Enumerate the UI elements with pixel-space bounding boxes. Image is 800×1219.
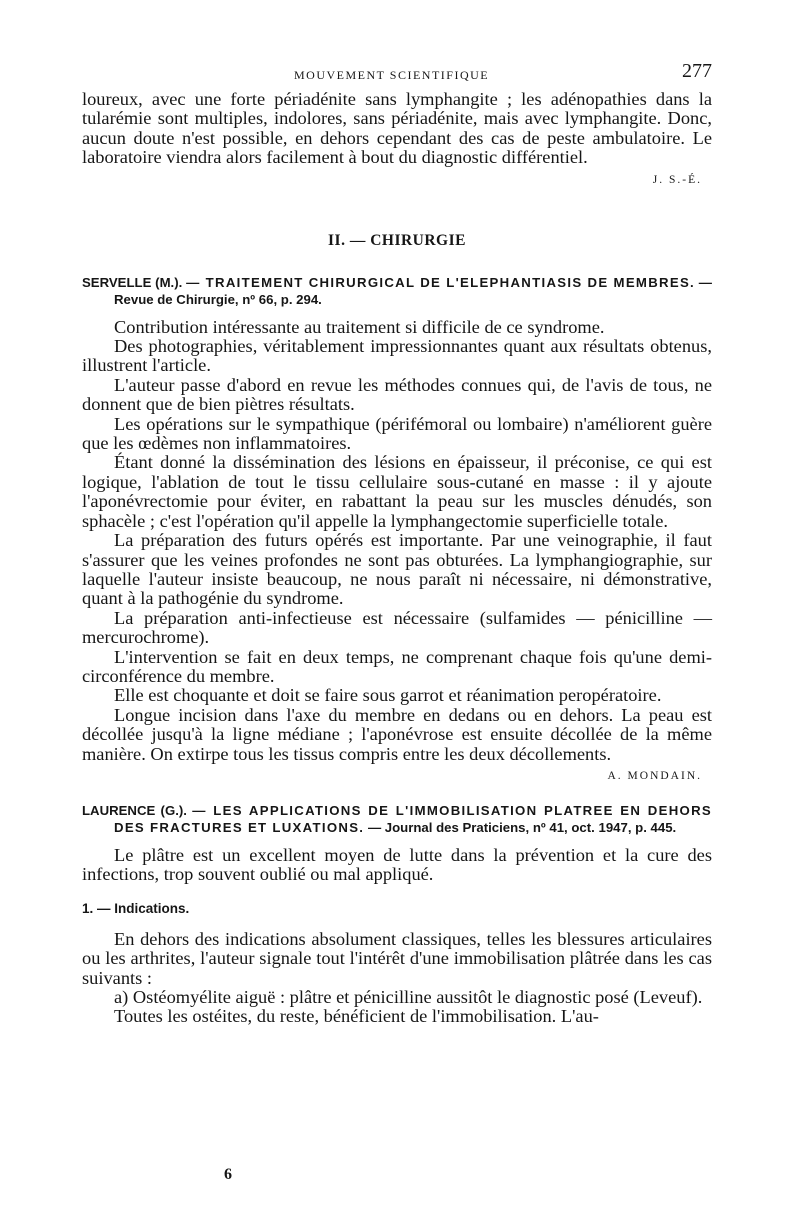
article1-paragraph: Des photographies, véritablement impressionnantes quant aux résultats obtenus, illustrent l'article. xyxy=(82,336,712,376)
article2-author: LAURENCE (G.). xyxy=(82,802,187,818)
article1-paragraph: L'auteur passe d'abord en revue les méthodes connues qui, de l'avis de tous, ne donnent que de bien piètres résultats. xyxy=(82,374,712,415)
running-head: MOUVEMENT SCIENTIFIQUE xyxy=(294,68,490,82)
intro-signature: J. S.-É. xyxy=(652,173,702,186)
article1-signature: A. MONDAIN. xyxy=(607,769,702,782)
article1-paragraph: Longue incision dans l'axe du membre en dedans ou en dehors. La peau est décollée jusqu'à la ligne médiane ; l'aponévrose est ensuite décollée de la même manière. On extirpe tous les tissus compris entre les deux décollements. xyxy=(82,704,712,764)
article1-paragraph: La préparation des futurs opérés est importante. Par une veinographie, il faut s'assurer que les veines profondes ne sont pas obturées. La lymphangiographie, sur laquelle l'auteur insiste beaucoup, ne nous paraît ni nécessaire, ni démonstrative, quant à la pathogénie du syndrome. xyxy=(82,530,712,609)
article2-journal: — Journal des Praticiens, nº 41, oct. 1947, p. 445. xyxy=(367,819,677,835)
article1-journal: — Revue de Chirurgie, nº 66, p. 294. xyxy=(114,274,712,307)
page-header xyxy=(82,60,712,90)
article1-title: — TRAITEMENT CHIRURGICAL DE L'ELEPHANTIASIS DE MEMBRES. xyxy=(186,274,695,290)
page-number: 277 xyxy=(682,60,712,82)
article2-intro-paragraph: Le plâtre est un excellent moyen de lutte dans la prévention et la cure des infections, trop souvent oublié ou mal appliqué. xyxy=(82,844,712,885)
article1-paragraph: Elle est choquante et doit se faire sous garrot et réanimation peropératoire. xyxy=(114,685,662,706)
article2-list-item: a) Ostéomyélite aiguë : plâtre et pénicilline aussitôt le diagnostic posé (Leveuf). xyxy=(114,987,703,1007)
article1-reference xyxy=(82,274,712,308)
article1-paragraph: Les opérations sur le sympathique (périfémoral ou lombaire) n'améliorent guère que les œdèmes non inflammatoires. xyxy=(82,413,712,454)
article1-paragraph: Étant donné la dissémination des lésions en épaisseur, il préconise, ce qui est logique, l'ablation de tout le tissu cellulaire sous-cutané en masse : il y ajoute l'aponévrectomie pour éviter, en rabattant la peau sur les muscles dénudés, son sphacèle ; c'est l'opération qu'il appelle la lymphangectomie superficielle totale. xyxy=(82,452,712,531)
article1-paragraph: L'intervention se fait en deux temps, ne comprenant chaque fois qu'une demi-circonférence du membre. xyxy=(82,646,712,686)
footer-mark: 6 xyxy=(224,1166,232,1183)
section-title: II. — CHIRURGIE xyxy=(328,231,466,249)
article2-title: — LES APPLICATIONS DE L'IMMOBILISATION PLATREE EN DEHORS DES FRACTURES ET LUXATIONS. xyxy=(114,802,712,835)
article2-subheading: 1. — Indications. xyxy=(82,900,190,916)
article1-paragraph: La préparation anti-infectieuse est nécessaire (sulfamides — pénicilline — mercurochrome). xyxy=(82,607,712,648)
article2-reference xyxy=(82,802,712,836)
article2-paragraph: En dehors des indications absolument classiques, telles les blessures articulaires ou les arthrites, l'auteur signale tout l'intérêt d'une immobilisation plâtrée dans les cas suivants : xyxy=(82,928,712,988)
article2-paragraph: Toutes les ostéites, du reste, bénéficient de l'immobilisation. L'au- xyxy=(114,1006,599,1027)
page xyxy=(82,60,712,1027)
intro-paragraph: loureux, avec une forte périadénite sans lymphangite ; les adénopathies dans la tularémie sont multiples, indolores, sans périadénite, mais avec lymphangite. Donc, aucun doute n'est possible, en dehors cependant des cas de peste ambulatoire. Le laboratoire viendra alors facilement à bout du diagnostic différentiel. xyxy=(82,89,712,168)
article1-author: SERVELLE (M.). xyxy=(82,274,183,290)
article1-paragraph: Contribution intéressante au traitement si difficile de ce syndrome. xyxy=(114,316,605,337)
